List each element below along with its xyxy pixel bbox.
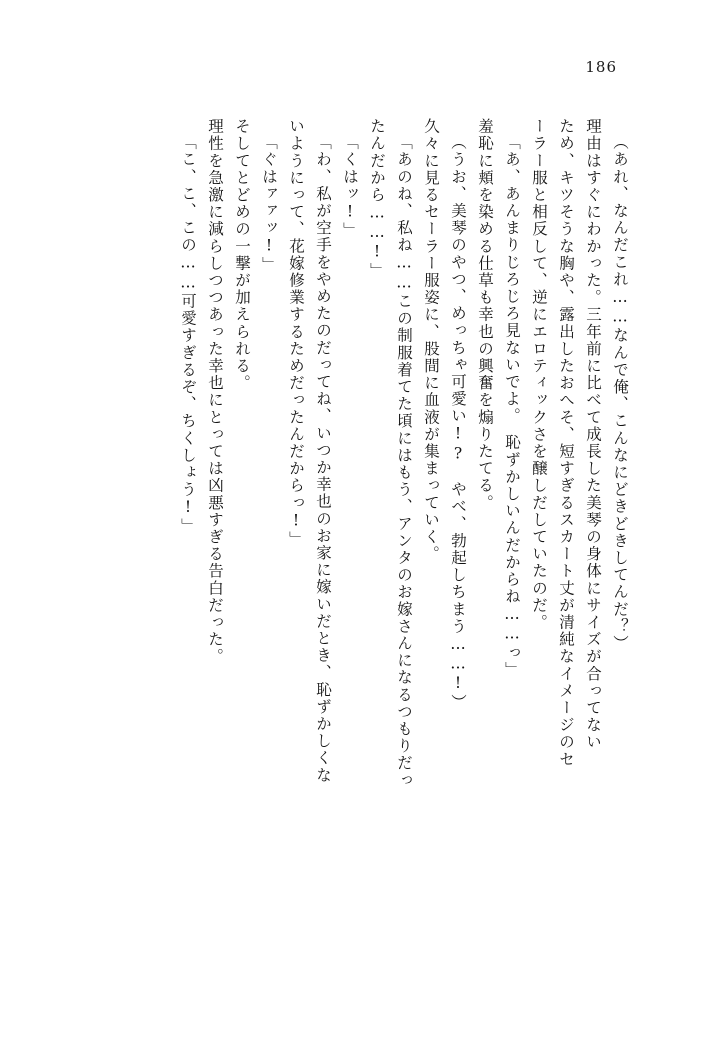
text-line: ため、キツそうな胸や、露出したおへそ、短すぎるスカート丈が清純なイメージのセ	[557, 118, 575, 768]
text-line: 理由はすぐにわかった。三年前に比べて成長した美琴の身体にサイズが合ってない	[584, 118, 602, 751]
text-line: 「ぐはァァッ!」	[260, 134, 278, 274]
text-line: 理性を急激に減らしつつあった幸也にとっては凶悪すぎる告白だった。	[206, 118, 224, 666]
text-line: そしてとどめの一撃が加えられる。	[233, 118, 251, 392]
text-line: （うお、美琴のやつ、めっちゃ可愛い!? やべ、勃起しちまう……!）	[449, 134, 467, 711]
text-line: 羞恥に頬を染める仕草も幸也の興奮を煽りたてる。	[476, 118, 494, 512]
text-line: 「わ、私が空手をやめたのだってね、いつか幸也のお家に嫁いだとき、恥ずかしくな	[314, 134, 332, 784]
text-line: いようにって、花嫁修業するためだったんだからっ!」	[287, 118, 305, 548]
text-line: 「くはッ!」	[341, 134, 359, 240]
text-line: （あれ、なんだこれ……なんで俺、こんなにどきどきしてんだ？）	[611, 134, 629, 652]
text-line: たんだから……!」	[368, 118, 386, 280]
text-line: 久々に見るセーラー服姿に、股間に血液が集まっていく。	[422, 118, 440, 563]
page-number: 186	[585, 58, 617, 76]
text-line: 「あ、あんまりじろじろ見ないでよ。 恥ずかしいんだからね……っ」	[503, 134, 521, 679]
text-line: 「あのね、私ね……この制服着てた頃にはもう、アンタのお嫁さんになるつもりだっ	[395, 134, 413, 789]
text-line: ーラー服と相反して、逆にエロティックさを醸しだしていたのだ。	[530, 118, 548, 631]
text-line: 「こ、こ、この……可愛すぎるぞ、ちくしょう!」	[179, 134, 197, 535]
body-text-block	[78, 118, 627, 948]
